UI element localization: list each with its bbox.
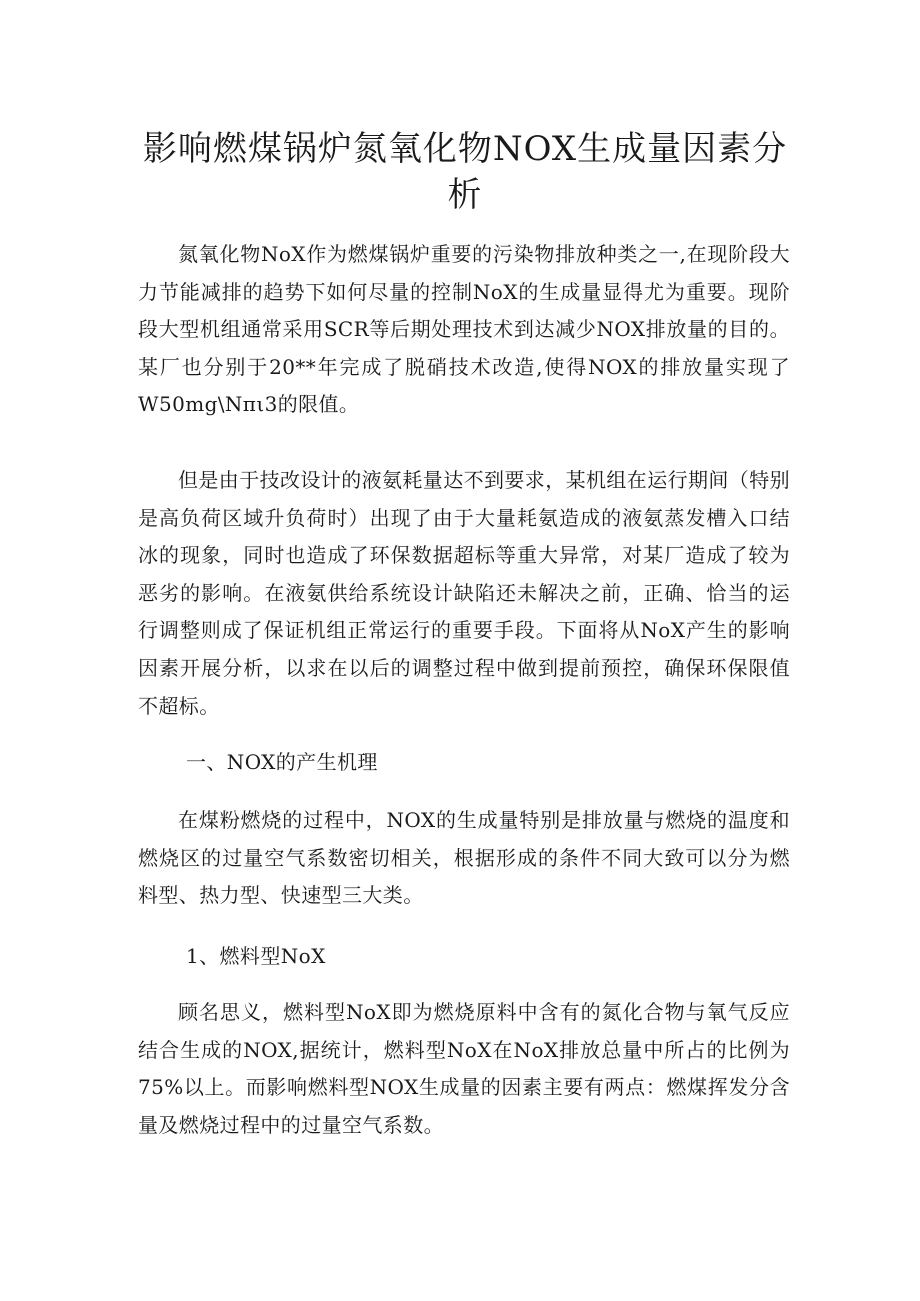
document-title: 影响燃煤锅炉氮氧化物NOX生成量因素分析 — [142, 129, 788, 215]
subsection-heading-fuel-type: 1、燃料型NoX — [186, 944, 326, 968]
paragraph-mechanism: 在煤粉燃烧的过程中，NOX的生成量特别是排放量与燃烧的温度和燃烧区的过量空气系数密切相关，根据形成的条件不同大致可以分为燃料型、热力型、快速型三大类。 — [138, 808, 790, 908]
paragraph-problem: 但是由于技改设计的液氨耗量达不到要求，某机组在运行期间（特别是高负荷区域升负荷时）出现了由于大量耗氨造成的液氨蒸发槽入口结冰的现象，同时也造成了环保数据超标等重大异常，对某厂造成了较为恶劣的影响。在液氨供给系统设计缺陷还未解决之前，正确、恰当的运行调整则成了保证机组正常运行的重要手段。下面将从NoX产生的影响因素开展分析，以求在以后的调整过程中做到提前预控，确保环保限值不超标。 — [138, 468, 790, 718]
section-heading-mechanism: 一、NOX的产生机理 — [186, 750, 378, 774]
paragraph-intro: 氮氧化物NoX作为燃煤锅炉重要的污染物排放种类之一,在现阶段大力节能减排的趋势下如何尽量的控制NoX的生成量显得尤为重要。现阶段大型机组通常采用SCR等后期处理技术到达减少NOX排放量的目的。某厂也分别于20**年完成了脱硝技术改造,使得NOX的排放量实现了W50mg\Nπι3的限值。 — [138, 242, 790, 417]
paragraph-fuel-type: 顾名思义，燃料型NoX即为燃烧原料中含有的氮化合物与氧气反应结合生成的NOX,据统计，燃料型NoX在NoX排放总量中所占的比例为75%以上。而影响燃料型NOX生成量的因素主要有两点：燃煤挥发分含量及燃烧过程中的过量空气系数。 — [138, 1000, 790, 1137]
